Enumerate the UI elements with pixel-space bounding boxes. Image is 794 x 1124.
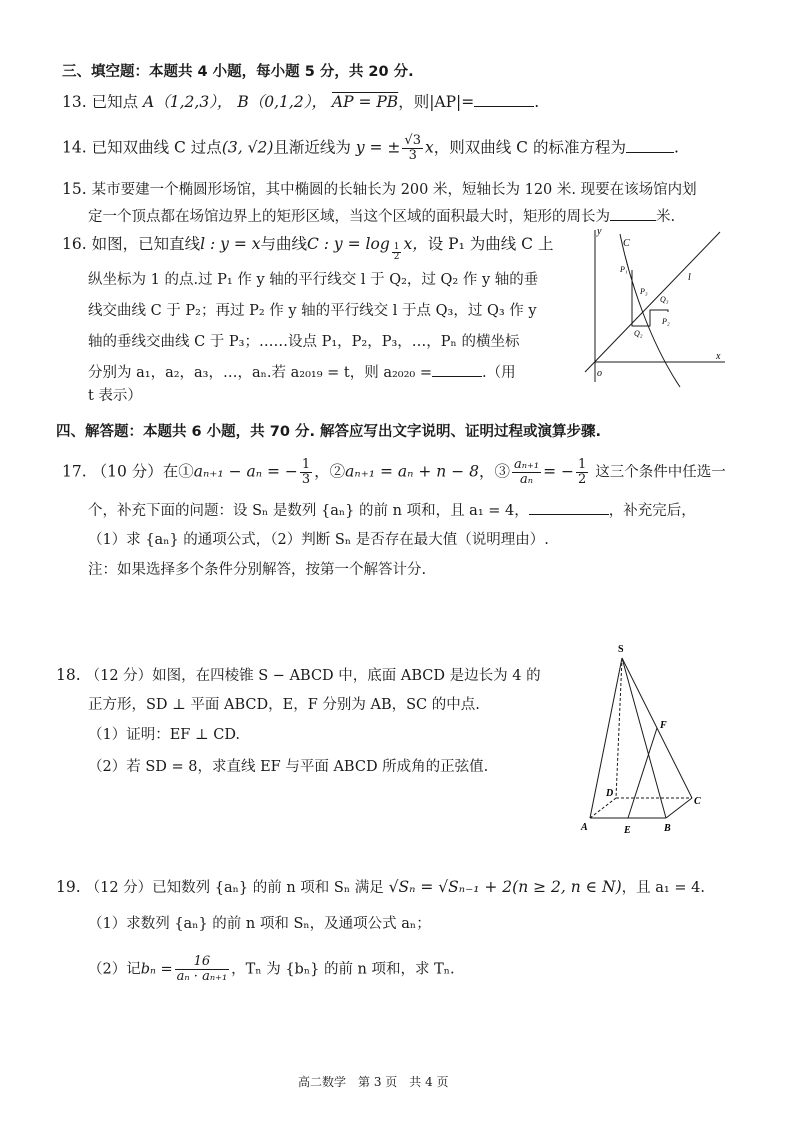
q19-bn: bₙ = (140, 961, 173, 978)
question-15 (62, 179, 697, 200)
q19-part2-b: ，Tₙ 为 {bₙ} 的前 n 项和，求 Tₙ. (231, 961, 455, 978)
fig16-label-x: x (716, 351, 721, 362)
q13-ask: ，则|AP|= (398, 93, 475, 111)
fig16-label-p1: P₁ (620, 265, 628, 274)
q16-curve-c: C : y = log (307, 235, 390, 253)
question-17 (62, 458, 726, 487)
q19-bn-fraction (175, 955, 230, 984)
q14-fraction (402, 134, 423, 163)
q16-line5a: 分别为 a₁，a₂，a₃，…，aₙ.若 a₂₀₁₉ = t，则 a₂₀₂₀ = (88, 365, 432, 381)
q16-line1b: 与曲线 (260, 235, 307, 253)
q14-asymptote-x: x (424, 138, 434, 157)
q16-line5 (88, 362, 516, 383)
fig16-label-c: C (623, 238, 630, 249)
q14-text-c: ，则双曲线 C 的标准方程为 (433, 138, 626, 157)
q19-line1b: ，且 a₁ = 4. (621, 880, 705, 896)
question-16 (62, 234, 553, 262)
q17-cond1-num: 1 (301, 457, 311, 472)
q16-line1c: 设 P₁ 为曲线 C 上 (427, 235, 554, 253)
q19-number: 19. (56, 878, 81, 896)
q14-asymptote-lhs: y = ± (355, 138, 401, 157)
section3-header: 三、填空题：本题共 4 小题，每小题 5 分，共 20 分. (62, 64, 414, 80)
q17-line2b: ，补充完后， (608, 503, 696, 519)
q15-line2a: 定一个顶点都在场馆边界上的矩形区域，当这个区域的面积最大时，矩形的周长为 (88, 209, 610, 225)
q16-line4: 轴的垂线交曲线 C 于 P₃；……设点 P₁，P₂，P₃，…，Pₙ 的横坐标 (88, 334, 520, 350)
q18-line1: （12 分）如图，在四棱锥 S − ABCD 中，底面 ABCD 是边长为 4 的 (85, 668, 541, 684)
q17-cond3-den: aₙ (520, 472, 534, 487)
q15-line1: 某市要建一个椭圆形场馆，其中椭圆的长轴长为 200 米，短轴长为 120 米. 现要在该场馆内划 (91, 182, 697, 198)
q13-vector-equation: AP = PB (331, 93, 399, 111)
q17-line2a: 个，补充下面的问题：设 Sₙ 是数列 {aₙ} 的前 n 项和，且 a₁ = 4， (88, 503, 529, 519)
fig18-label-s: S (618, 644, 624, 655)
q16-log-base (392, 243, 402, 262)
question-19 (56, 877, 705, 898)
q17-cond3-fraction (512, 458, 541, 487)
fig18-label-f: F (660, 720, 667, 731)
q16-line1a: 如图，已知直线 (91, 235, 201, 253)
q17-answer-blank (529, 500, 609, 515)
fig16-label-p2: P₂ (662, 317, 670, 326)
q14-end: . (673, 138, 679, 157)
fig18-label-e: E (624, 825, 631, 836)
q17-score: （10 分）在① (91, 462, 194, 481)
fig16-label-p3: P₃ (640, 287, 648, 296)
q19-bn-den: aₙ · aₙ₊₁ (176, 969, 228, 984)
q14-answer-blank (626, 138, 674, 153)
q18-part2: （2）若 SD = 8，求直线 EF 与平面 ABCD 所成角的正弦值. (88, 759, 489, 775)
q19-line1a: （12 分）已知数列 {aₙ} 的前 n 项和 Sₙ 满足 (85, 880, 384, 896)
fig18-edge-sd (616, 658, 622, 798)
fig18-label-b: B (664, 823, 671, 834)
q19-part2 (88, 955, 455, 984)
q17-condition1: aₙ₊₁ − aₙ = − (193, 462, 298, 481)
q14-frac-denominator: 3 (408, 148, 417, 163)
fig18-label-a: A (581, 822, 588, 833)
fig18-edge-bc (666, 798, 692, 818)
q13-number: 13. (62, 93, 87, 111)
q16-line-l: l : y = x (200, 235, 261, 253)
q17-cond3-num: aₙ₊₁ (514, 457, 540, 472)
q18-part1: （1）证明：EF ⊥ CD. (88, 727, 241, 743)
q17-note: 注：如果选择多个条件分别解答，按第一个解答计分. (88, 562, 427, 578)
q18-line2: 正方形，SD ⊥ 平面 ABCD，E，F 分别为 AB，SC 的中点. (88, 697, 480, 713)
fig16-line-l (585, 232, 720, 372)
q14-text-b: 且渐近线为 (273, 138, 351, 157)
q17-cond3-eq: = − (543, 462, 574, 481)
q16-number: 16. (62, 235, 87, 253)
q17-line3: （1）求 {aₙ} 的通项公式，（2）判断 Sₙ 是否存在最大值（说明理由）. (88, 532, 549, 548)
question-13 (62, 92, 539, 112)
fig16-label-o: o (597, 368, 602, 379)
q17-cond3-rhs-den: 2 (578, 472, 587, 487)
page-footer: 高二数学 第 3 页 共 4 页 (298, 1075, 449, 1089)
q13-answer-blank (474, 92, 534, 107)
fig18-label-d: D (606, 788, 614, 799)
question-14 (62, 134, 679, 163)
q19-equation: √Sₙ = √Sₙ₋₁ + 2(n ≥ 2, n ∈ N) (388, 878, 622, 896)
q16-line6: t 表示） (88, 388, 142, 404)
q15-line2b: 米. (656, 209, 676, 225)
q17-cond1-den: 3 (301, 472, 311, 487)
q17-line2 (88, 500, 696, 521)
q19-part1: （1）求数列 {aₙ} 的前 n 项和 Sₙ，及通项公式 aₙ； (88, 916, 431, 932)
q15-answer-blank (610, 206, 656, 221)
fig18-label-c: C (694, 796, 701, 807)
q18-pyramid-figure (578, 640, 708, 840)
q19-bn-num: 16 (175, 955, 230, 970)
section4-header: 四、解答题：本题共 6 小题，共 70 分. 解答应写出文字说明、证明过程或演算步骤. (56, 424, 602, 440)
q16-figure (580, 222, 730, 392)
q17-cond2-lead: ，② (314, 462, 346, 481)
q14-number: 14. (62, 138, 87, 157)
fig18-edge-sb (622, 658, 666, 818)
q17-cond3-rhs-num: 1 (578, 457, 587, 472)
q16-curve-x: x， (403, 235, 428, 253)
fig18-segment-ef (628, 728, 657, 818)
fig16-label-q2: Q₂ (634, 329, 643, 338)
fig16-label-q3: Q₃ (660, 295, 669, 304)
q14-text-a: 已知双曲线 C 过点 (91, 138, 222, 157)
q16-answer-blank (432, 362, 482, 377)
q18-number: 18. (56, 666, 81, 684)
q16-line3: 线交曲线 C 于 P₂；再过 P₂ 作 y 轴的平行线交 l 于点 Q₃，过 Q₃ 作 y (88, 303, 537, 319)
q14-point: (3, √2) (221, 138, 274, 157)
q15-number: 15. (62, 180, 87, 198)
fig16-label-l: l (688, 272, 691, 283)
q14-frac-numerator: √3 (404, 133, 421, 148)
q13-point-b: B（0,1,2）， (237, 93, 327, 111)
q17-condition2: aₙ₊₁ = aₙ + n − 8 (345, 462, 479, 481)
q16-line5b: .（用 (481, 365, 516, 381)
q13-text: 已知点 (91, 93, 139, 111)
q17-cond3-rhs (576, 458, 588, 487)
q17-cond1-fraction (300, 458, 312, 487)
q17-line1-end: 这三个条件中任选一 (595, 464, 726, 481)
q16-log-base-den: 2 (393, 252, 400, 262)
q16-line2: 纵坐标为 1 的点.过 P₁ 作 y 轴的平行线交 l 于 Q₂，过 Q₂ 作 y 轴的垂 (88, 272, 539, 288)
fig16-label-y: y (597, 226, 602, 237)
q13-end: . (534, 93, 540, 111)
q13-point-a: A（1,2,3）， (143, 93, 233, 111)
q17-number: 17. (62, 462, 87, 481)
q16-log-base-num: 1 (393, 242, 400, 252)
q17-cond3-lead: ，③ (478, 462, 510, 481)
question-18 (56, 665, 541, 686)
q19-part2-a: （2）记 (88, 961, 141, 978)
